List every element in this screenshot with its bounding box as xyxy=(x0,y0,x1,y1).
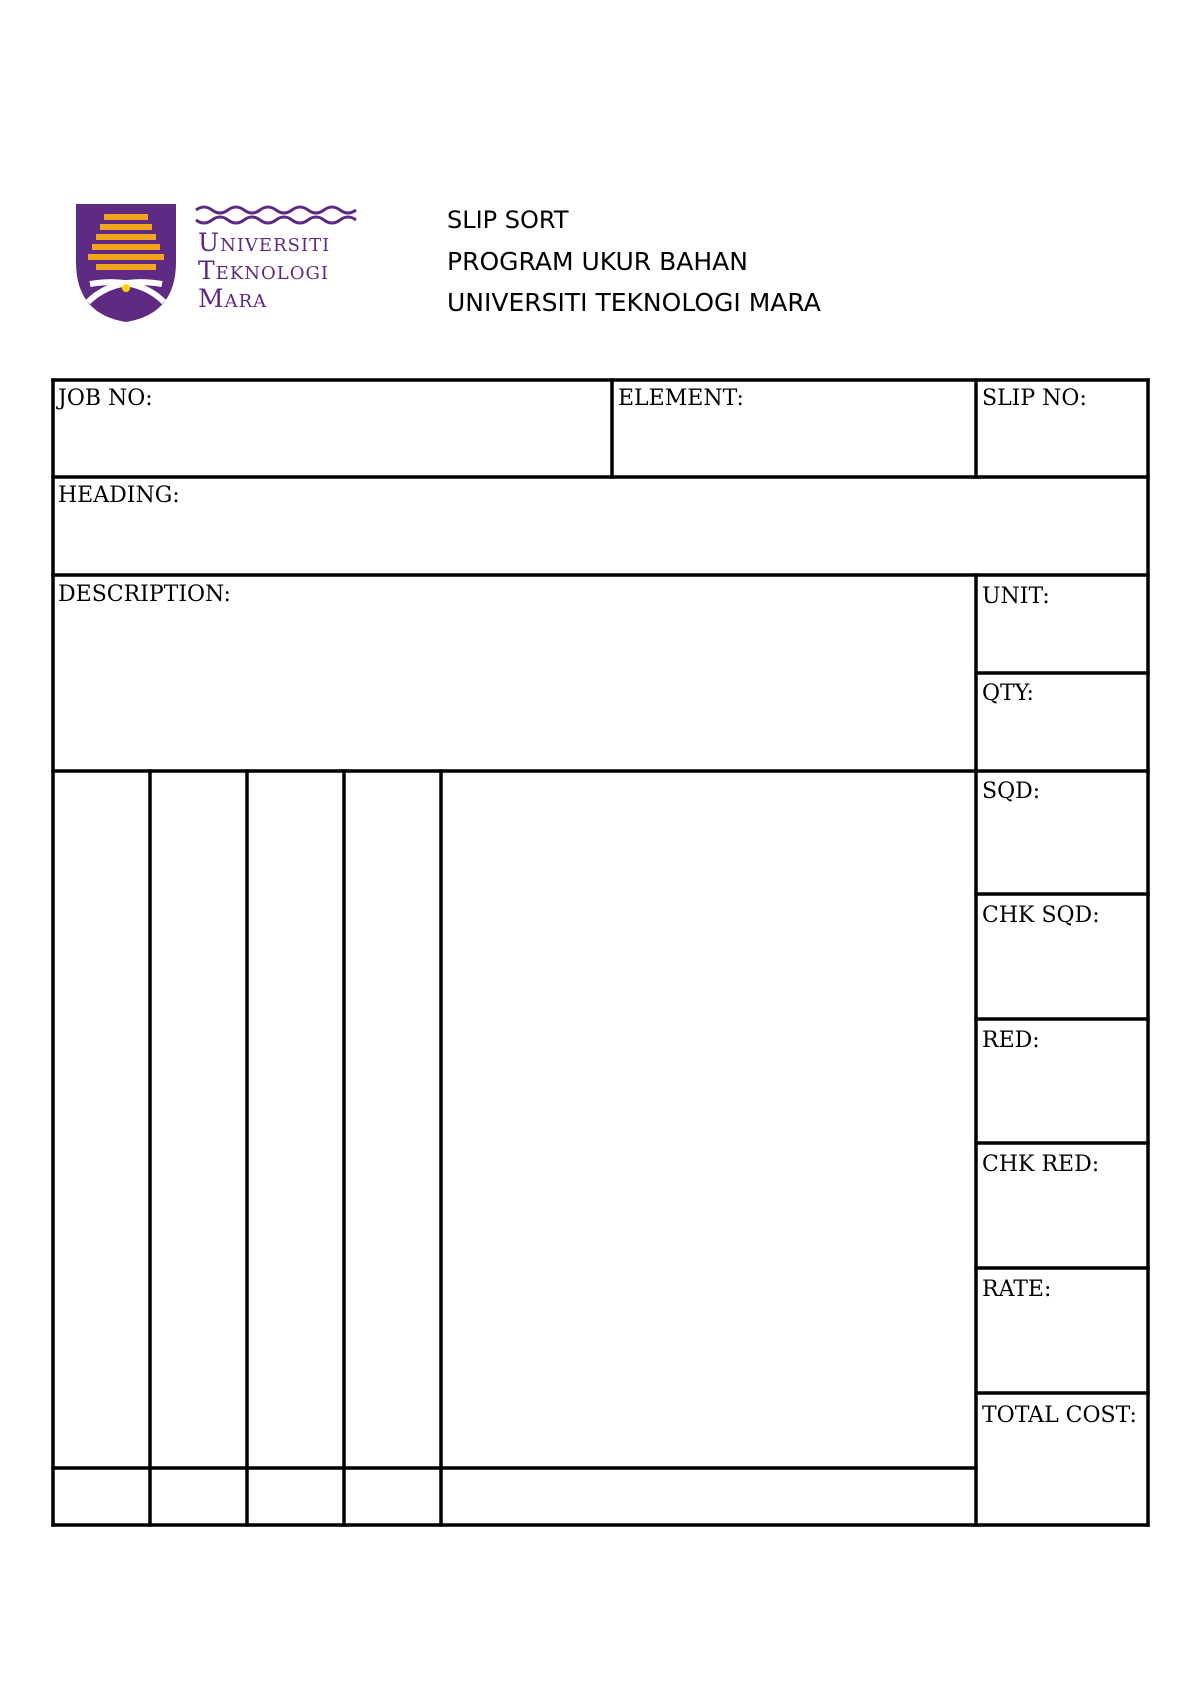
element-label: ELEMENT: xyxy=(618,386,744,411)
description-label: DESCRIPTION: xyxy=(58,582,231,607)
program-name: PROGRAM UKUR BAHAN xyxy=(447,247,748,276)
rate-label: RATE: xyxy=(982,1277,1052,1302)
total-cost-label: TOTAL COST: xyxy=(982,1403,1137,1428)
slip-no-label: SLIP NO: xyxy=(982,386,1087,411)
logo-line-3: Mara xyxy=(198,284,268,313)
unit-label: UNIT: xyxy=(982,584,1050,609)
logo-line-2: Teknologi xyxy=(198,256,329,285)
chk-sqd-label: CHK SQD: xyxy=(982,903,1100,928)
sqd-label: SQD: xyxy=(982,779,1041,804)
university-name: UNIVERSITI TEKNOLOGI MARA xyxy=(447,288,821,317)
qty-label: QTY: xyxy=(982,681,1034,706)
red-label: RED: xyxy=(982,1028,1040,1053)
slip-title: SLIP SORT xyxy=(447,206,569,234)
chk-red-label: CHK RED: xyxy=(982,1152,1100,1177)
heading-label: HEADING: xyxy=(58,483,180,508)
logo-line-1: Universiti xyxy=(198,228,331,257)
job-no-label: JOB NO: xyxy=(58,386,153,411)
